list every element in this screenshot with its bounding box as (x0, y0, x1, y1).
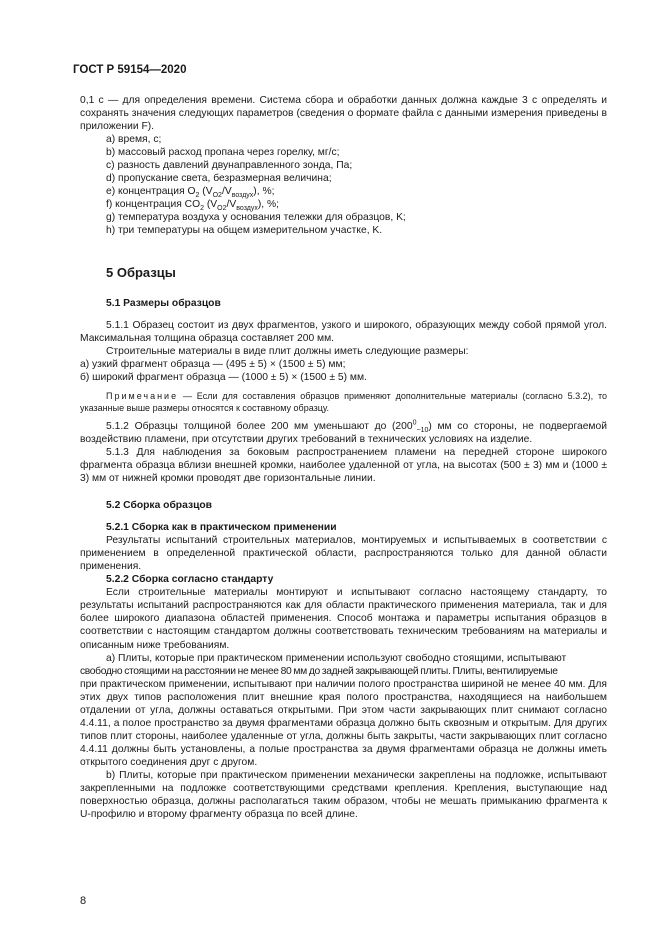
list-item: g) температура воздуха у основания тележки для образцов, K; (106, 212, 406, 224)
note-label: Примечание (106, 390, 179, 401)
list-item: а) время, с; (106, 134, 162, 146)
item-b: b) Плиты, которые при практическом применении механически закреплены на подложке, испытывают закрепленными на подложке соответствующими средствами крепления. Крепления, выступающие над поверхностью образца, должны располагаться таким образом, чтобы не мешать примыканию фрагмента к U-профилю и второму фрагменту образца по всей длине. (80, 769, 607, 821)
section-5-2-2-title: 5.2.2 Сборка согласно стандарту (106, 574, 274, 586)
note-text: — Если для составления образцов применяют дополнительные материалы (согласно 5.3.2), то указанные выше размеры относятся к составному образцу. (80, 390, 607, 413)
standard-header: ГОСТ Р 59154—2020 (73, 64, 187, 76)
size-item-b: б) широкий фрагмент образца — (1000 ± 5) × (1500 ± 5) мм. (80, 371, 367, 383)
list-item-co2: f) концентрация $CO_2$ $(V_{O2}/V_{воздух})$, %; (106, 199, 280, 213)
list-item: c) разность давлений двунаправленного зонда, Па; (106, 160, 353, 172)
size-item-a: а) узкий фрагмент образца — (495 ± 5) × (1500 ± 5) мм; (80, 358, 346, 370)
section-5-title: 5 Образцы (106, 264, 176, 280)
note (80, 390, 607, 414)
paragraph-5-1-3: 5.1.3 Для наблюдения за боковым распространением пламени на передней стороне широкого фрагмента образца вблизи внешней кромки, наиболее удаленной от угла, на высотах (500 ± 3) мм и (1000 ± 3) мм от нижней кромки проводят две горизонтальные линии. (80, 446, 607, 484)
paragraph-5-1-2: 5.1.2 Образцы толщиной более 200 мм уменьшают до $(200^0_{-10})$ мм со стороны, не подвергаемой воздействию пламени, при отсутствии других требований в технических условиях на изделие. (80, 419, 607, 445)
intro-paragraph: 0,1 с — для определения времени. Система сбора и обработки данных должна каждые 3 с определять и сохранять значения следующих параметров (сведения о формате файла с данными измерения приведены в приложении F). (80, 95, 607, 133)
paragraph-5-1-1: 5.1.1 Образец состоит из двух фрагментов, узкого и широкого, образующих между собой прямой угол. Максимальная толщина образца составляет 200 мм. (80, 319, 607, 344)
list-item: b) массовый расход пропана через горелку, мг/с; (106, 147, 340, 159)
list-item: h) три температуры на общем измерительном участке, K. (106, 225, 383, 237)
paragraph-5-2-1: Результаты испытаний строительных материалов, монтируемых и испытываемых в соответствии с применением в определенной практической области, распространяются только для данной области применения. (80, 535, 607, 573)
item-a-line-1: а) Плиты, которые при практическом применении используют свободно стоящими, испытывают (106, 652, 567, 664)
section-5-2-1-title: 5.2.1 Сборка как в практическом применении (106, 522, 337, 534)
item-a-rest: при практическом применении, испытывают при наличии полого пространства шириной не менее 40 мм. Для этих двух типов расположения плит внешние края полого пространства, находящиеся на наибольшем отдалении от угла, должны оставаться открытыми. При этом части закрывающих плит снимают согласно 4.4.11, а полое пространство за двумя фрагментами образца должно быть сквозным и открытым. Для других типов плит стороны, наиболее удаленные от угла, должны быть закрыты, части закрывающих плит согласно 4.4.11 должны быть установлены, а полые пространства за двумя фрагментами образца не должны иметь открытого соединения друг с другом. (80, 678, 607, 768)
section-5-2-title: 5.2 Сборка образцов (106, 500, 213, 512)
page-number: 8 (80, 895, 87, 907)
paragraph-sizes-intro: Строительные материалы в виде плит должны иметь следующие размеры: (106, 345, 469, 357)
list-item: d) пропускание света, безразмерная величина; (106, 173, 332, 185)
page-body (80, 94, 607, 821)
list-item-o2: e) концентрация $O_2$ $(V_{O2}/V_{воздух})$, %; (106, 186, 275, 200)
section-5-1-title: 5.1 Размеры образцов (106, 297, 221, 309)
paragraph-5-2-2: Если строительные материалы монтируют и испытывают согласно настоящему стандарту, то результаты испытаний распространяются как для области практического применения материала, так и для более широкого диапазона областей применения. Способ монтажа и параметры испытания образцов в соответствии с настоящим стандартом должны соответствовать техническим требованиям на материалы и описанным ниже требованиям. (80, 587, 607, 651)
item-a-line-2: свободно стоящими на расстоянии не менее 80 мм до задней закрывающей плиты. Плиты, вентилируемые (80, 665, 558, 677)
